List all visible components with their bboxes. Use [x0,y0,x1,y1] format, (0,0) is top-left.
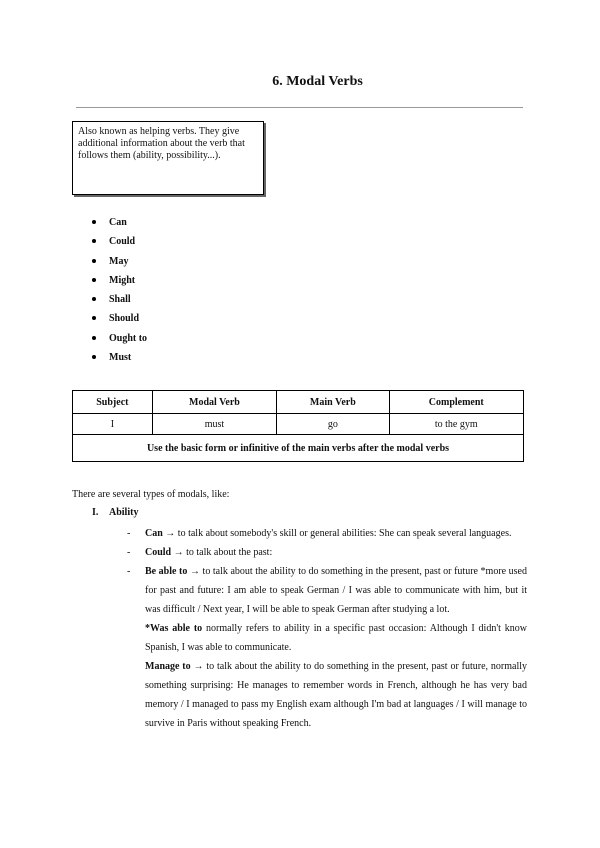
bullet-icon [92,336,96,340]
list-item-can [127,524,527,543]
dash-marker: - [127,528,131,539]
bullet-icon [92,220,96,224]
item-term: Could [145,547,172,558]
page-title: 6. Modal Verbs [272,74,363,89]
column-header: Main Verb [277,391,389,414]
list-item-be-able [127,562,527,619]
column-header: Complement [389,391,523,414]
bullet-icon [92,316,96,320]
section-number: I. [92,507,99,518]
list-item: Should [92,312,147,331]
bullet-icon [92,239,96,243]
list-item: Ought to [92,332,147,351]
section-title: Ability [109,507,139,518]
list-item: Can [92,216,147,235]
bullet-icon [92,278,96,282]
table-header-row [73,391,524,414]
bullet-icon [92,355,96,359]
list-item: May [92,255,147,274]
dash-marker: - [127,547,131,558]
bullet-icon [92,259,96,263]
item-text: normally refers to ability in a specific past occasion: Although I didn't know Spanish, I was able to communicate. [145,623,527,653]
title-divider [76,107,523,108]
column-header: Modal Verb [152,391,276,414]
table-note: Use the basic form or infinitive of the main verbs after the modal verbs [73,435,524,462]
list-item: Could [92,235,147,254]
paragraph-manage [127,657,527,733]
item-text: to talk about the ability to do something in the present, past or future *more used for past and future: I am able to speak German / I was able to communicate with him, but it was difficult / Next year, I will be able to speak German after studying a lot. [145,566,527,615]
item-term: *Was able to [145,623,203,634]
column-header: Subject [73,391,153,414]
modal-verb-list [92,216,147,370]
item-text: to talk about the ability to do something in the present, past or future, normally something surprising: He manages to remember words in French, although he has very bad memory / I managed to pass my English exam although I'm bad at languages / I will manage to survive in Paris without speaking French. [145,661,527,729]
bullet-icon [92,297,96,301]
list-item: Shall [92,293,147,312]
table-row [73,414,524,435]
item-term: Manage to → [145,661,204,672]
ability-items [127,524,527,733]
list-item-could [127,543,527,562]
table-cell: to the gym [389,414,523,435]
table-cell: I [73,414,153,435]
item-term: Be able to → [145,566,200,577]
paragraph-was-able [127,619,527,657]
list-item: Might [92,274,147,293]
item-text: → to talk about the past: [171,547,273,558]
dash-marker: - [127,566,131,577]
table-cell: must [152,414,276,435]
table-note-row [73,435,524,462]
table-cell: go [277,414,389,435]
item-term: Can → [145,528,176,539]
intro-box: Also known as helping verbs. They give additional information about the verb that follows them (ability, possibility...). [72,121,264,195]
sentence-structure-table [72,390,524,462]
types-intro: There are several types of modals, like: [72,489,230,500]
list-item: Must [92,351,147,370]
section-heading [92,507,138,518]
item-text: to talk about somebody's skill or general abilities: She can speak several languages. [175,528,512,539]
